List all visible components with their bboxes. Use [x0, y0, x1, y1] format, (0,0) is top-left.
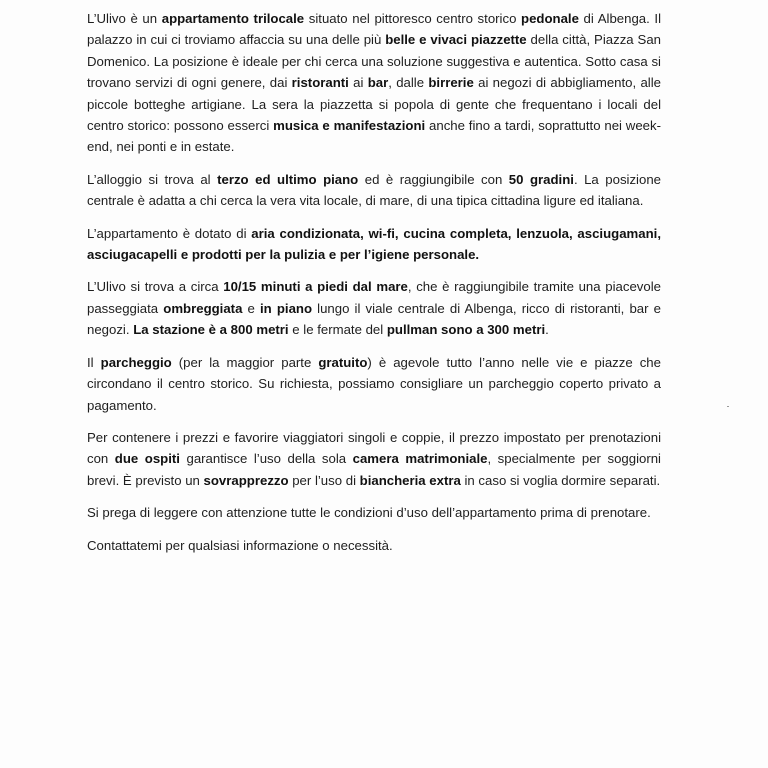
text-run: , dalle: [388, 75, 429, 91]
scan-speck: [727, 406, 729, 407]
text-run: in caso si voglia dormire separati.: [460, 472, 661, 488]
bold-text: ombreggiata: [163, 300, 243, 316]
text-run: e le fermate del: [288, 322, 387, 338]
text-run: .: [545, 322, 549, 338]
bold-text: 50 gradini: [508, 171, 574, 187]
paragraph-location: [87, 276, 661, 340]
text-run: e: [242, 300, 261, 316]
paragraph-amenities: [87, 223, 661, 266]
bold-text: biancheria extra: [359, 472, 461, 488]
text-run: Per contenere i prezzi e favorire viaggiatori singoli e coppie, il prezzo impostato per prenotazioni con: [87, 429, 661, 467]
bold-text: belle e vivaci piazzette: [385, 32, 527, 48]
text-run: della città, Piazza San Domenico. La posizione è ideale per chi cerca una soluzione suggestiva e autentica. Sotto casa si trovano servizi di ogni genere, dai: [87, 32, 661, 91]
text-run: anche fino a tardi, soprattutto nei week-end, nei ponti e in estate.: [87, 118, 661, 155]
text-run: garantisce l’uso della sola: [179, 451, 353, 467]
text-run: ai negozi di abbigliamento, alle piccole botteghe artigiane. La sera la piazzetta si popola di gente che frequentano i locali del centro storico: possono esserci: [87, 75, 662, 134]
text-run: L’Ulivo è un: [87, 11, 162, 26]
text-run: situato nel pittoresco centro storico: [304, 11, 522, 26]
bold-text: bar: [367, 75, 389, 91]
paragraph-contact: [87, 535, 661, 556]
bold-text: appartamento trilocale: [161, 11, 305, 26]
text-run: lungo il viale centrale di Albenga, ricco di ristoranti, bar e negozi.: [87, 300, 661, 338]
paragraph-pricing: [87, 427, 661, 491]
bold-text: due ospiti: [114, 451, 180, 467]
bold-text: aria condizionata, wi-fi, cucina completa, lenzuola, asciugamani, asciugacapelli e prodotti per la pulizia e per l’igiene personale.: [87, 225, 661, 263]
text-run: ) è agevole tutto l’anno nelle vie e piazze che circondano il centro storico. Su richiesta, possiamo consigliare un parcheggio coperto privato a pagamento.: [87, 354, 661, 413]
bold-text: birrerie: [428, 75, 474, 91]
text-run: , specialmente per soggiorni brevi. È previsto un: [87, 451, 661, 488]
text-run: , che è raggiungibile tramite una piacevole passeggiata: [87, 279, 661, 316]
bold-text: gratuito: [318, 354, 368, 370]
bold-text: parcheggio: [100, 354, 172, 370]
text-run: ed è raggiungibile con: [358, 171, 509, 187]
text-run: di Albenga. Il palazzo in cui ci troviamo affaccia su una delle più: [87, 11, 661, 48]
bold-text: in piano: [260, 300, 313, 316]
document-body: [87, 8, 661, 567]
text-run: . La posizione centrale è adatta a chi cerca la vera vita locale, di mare, di una tipica cittadina ligure ed italiana.: [87, 171, 661, 209]
text-run: per l’uso di: [288, 472, 360, 488]
paragraph-parking: [87, 352, 661, 416]
paragraph-floor: [87, 169, 661, 212]
bold-text: pullman sono a 300 metri: [386, 322, 546, 338]
bold-text: musica e manifestazioni: [273, 118, 426, 134]
text-run: L’Ulivo si trova a circa: [87, 279, 224, 295]
bold-text: La stazione è a 800 metri: [133, 322, 289, 338]
bold-text: terzo ed ultimo piano: [217, 171, 359, 187]
bold-text: camera matrimoniale: [352, 451, 488, 467]
text-run: L’alloggio si trova al: [87, 171, 218, 187]
bold-text: sovrapprezzo: [203, 472, 289, 488]
paragraph-intro: [87, 8, 661, 158]
bold-text: 10/15 minuti a piedi dal mare: [223, 279, 408, 295]
text-run: Contattatemi per qualsiasi informazione o necessità.: [87, 537, 393, 553]
text-run: ai: [348, 75, 368, 91]
text-run: L’appartamento è dotato di: [87, 225, 252, 241]
paragraph-conditions: [87, 502, 661, 523]
bold-text: ristoranti: [291, 75, 349, 91]
text-run: Si prega di leggere con attenzione tutte le condizioni d’uso dell’appartamento prima di prenotare.: [87, 505, 651, 521]
bold-text: pedonale: [521, 11, 579, 26]
text-run: Il: [87, 354, 101, 370]
text-run: (per la maggior parte: [171, 354, 319, 370]
